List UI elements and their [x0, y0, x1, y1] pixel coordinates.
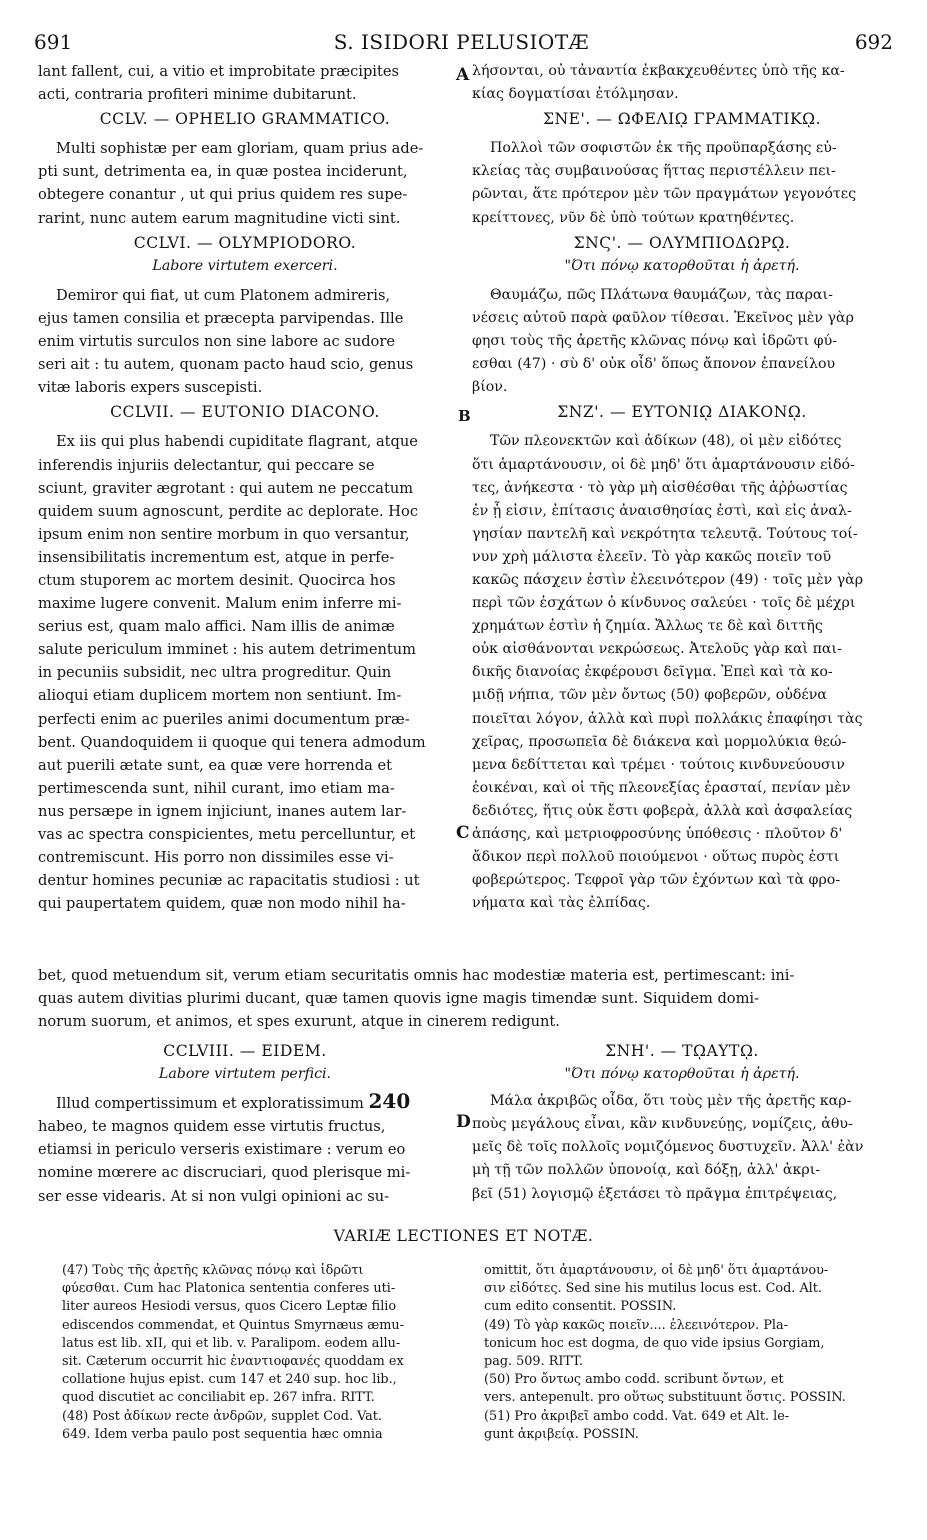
note-line: collatione hujus epist. cum 147 et 240 sup. hoc lib., [62, 1372, 397, 1388]
text-line: κακῶς πάσχειν ἐστὶν ἐλεεινότερον (49) · τοῖς μὲν γὰρ [472, 571, 864, 588]
text-line: ἁπάσης, καὶ μετριοφροσύνης ὑπόθεσις · πλοῦτον δ' [472, 826, 843, 842]
margin-letter-d: D [456, 1112, 471, 1132]
text-line: pertimescenda sunt, nihil curant, imo etiam ma- [38, 779, 395, 797]
text-line: ipsum enim non sentire morbum in quo versantur, [38, 525, 410, 543]
text-line: νέσεις αὐτοῦ παρὰ φαῦλον τίθεσαι. Ἐκεῖνος μὲν γὰρ [472, 309, 854, 326]
greek-column-lower [472, 1040, 892, 1206]
text-line: Multi sophistæ per eam gloriam, quam prius ade- [56, 140, 424, 158]
text-line: sciunt, graviter ægrotant : qui autem ne peccatum [38, 479, 414, 497]
text-line: κίας δογματίσαι ἐτόλμησαν. [472, 86, 679, 103]
text-line: ἐοικέναι, καὶ οἱ τῆς πλεονεξίας ἐρασταί, πενίαν μὲν [472, 779, 851, 796]
text-line: aut puerili ætate sunt, ea quæ vere horrenda et [38, 756, 393, 774]
text-line: nomine mœrere ac discruciari, quod plerisque mi- [38, 1164, 411, 1182]
text-line: βεῖ (51) λογισμῷ ἐξετάσει τὸ πρᾶγμα ἐπιτρέψειας, [472, 1185, 838, 1202]
text-line: bet, quod metuendum sit, verum etiam securitatis omnis hac modestiæ materia est, pertimescant: ini- [38, 967, 795, 984]
text-line: inferendis injuriis delectantur, qui peccare se [38, 456, 375, 474]
text-line: Τῶν πλεονεκτῶν καὶ ἀδίκων (48), οἱ μὲν εἰδότες [490, 433, 842, 450]
margin-letter-b: B [458, 407, 471, 425]
latin-column-lower [38, 1040, 452, 1208]
text-line: seri ait : tu autem, quonam pacto haud scio, genus [38, 356, 414, 374]
text-line: enim virtutis surculos non sine labore ac sudore [38, 333, 395, 351]
running-head [30, 30, 893, 54]
margin-letter-a: A [456, 65, 470, 85]
text-line: φοβερώτερος. Τεφροῖ γὰρ τῶν ἐχόντων καὶ τὰ φρο- [472, 872, 841, 889]
note-line: quod discutiet ac conciliabit ep. 267 infra. RITT. [62, 1390, 375, 1406]
text-line: bent. Quandoquidem ii quoque qui tenera admodum [38, 733, 426, 751]
letter-heading: CCLVI. — OLYMPIODORO. [133, 233, 357, 252]
text-line: contremiscunt. His porro non dissimiles esse vi- [38, 849, 394, 867]
text-line: qui paupertatem quidem, quæ non modo nihil ha- [38, 895, 406, 913]
text-line: μιδῇ νήπια, τῶν μὲν ὄντως (50) φοβερῶν, οὐδένα [472, 687, 827, 704]
note-line: liter aureos Hesiodi versus, quos Cicero Leptæ filio [62, 1299, 397, 1315]
text-line: ejus tamen consilia et præcepta parvipendas. Ille [38, 309, 404, 327]
text-line: βίον. [472, 379, 508, 396]
letter-heading: ΣΝΗ'. — ΤῼΑΥΤῼ. [605, 1042, 759, 1060]
text-line: nus persæpe in ignem injiciunt, inanes autem lar- [38, 802, 407, 820]
text-line: ἐν ᾗ εἰσιν, ἐπίτασις ἀναισθησίας ἐστὶ, καὶ εἰς ἀναλ- [472, 502, 852, 519]
text-line: in pecuniis subsidit, nec ultra progreditur. Quin [38, 664, 392, 682]
note-line: omittit, ὅτι ἁμαρτάνουσιν, οἱ δὲ μηδ' ὅτι ἁμαρτάνου- [484, 1263, 829, 1278]
text-line: κλείας τὰς συμβαινούσας ἥττας περιστέλλειν πει- [472, 163, 836, 180]
text-line: perfecti enim ac pueriles animi documentum præ- [38, 710, 410, 728]
text-line: ποιεῖται λόγον, ἀλλὰ καὶ πυρὶ πολλάκις ἐπαφίησι τὰς [472, 710, 863, 727]
text-line: salute periculum imminet : his autem detrimentum [38, 641, 416, 659]
note-line: 649. Idem verba paulo post sequentia hæc omnia [62, 1426, 383, 1442]
note-line: (49) Τὸ γὰρ κακῶς ποιεῖν.... ἐλεεινότερον. Pla- [484, 1317, 788, 1333]
text-line: norum suorum, et animos, et spes exurunt, atque in cinerem redigunt. [38, 1013, 560, 1031]
text-line: τες, ἀνήκεστα · τὸ γὰρ μὴ αἰσθέσθαι τῆς ἀῤῥωστίας [472, 479, 848, 496]
text-line: Μάλα ἀκριβῶς οἶδα, ὅτι τοὺς μὲν τῆς ἀρετῆς καρ- [490, 1093, 852, 1110]
letter-subtitle: "Ότι πόνῳ κατορθοῦται ἡ ἀρετή. [564, 1066, 800, 1083]
text-line: serius est, quam malo affici. Nam illis de animæ [38, 618, 395, 636]
text-line: νυν χρὴ μάλιστα ἐλεεῖν. Τὸ γὰρ κακῶς ποιεῖν τοῦ [472, 548, 832, 565]
text-line: obtegere conantur , ut qui prius quidem res supe- [38, 186, 408, 204]
text-line: ctum stuporem ac mortem desinit. Quocirca hos [38, 571, 396, 589]
text-line: δικῆς διανοίας ἐκφέρουσι δεῖγμα. Ἐπεὶ καὶ τὰ κο- [472, 664, 833, 681]
note-line: pag. 509. RITT. [484, 1354, 583, 1370]
text-line: Demiror qui fiat, ut cum Platonem admireris, [56, 286, 391, 304]
note-line: cum edito consentit. POSSIN. [484, 1299, 677, 1315]
text-line: acti, contraria profiteri minime dubitarunt. [38, 86, 357, 104]
letter-heading: ΣΝΖ'. — ΕΥΤΟΝΙῼ ΔΙΑΚΟΝῼ. [557, 403, 807, 422]
text-line: μεῖς δὲ τοῖς πολλοῖς νομιζόμενος δυστυχεῖν. Ἀλλ' ἐὰν [472, 1139, 864, 1156]
note-line: σιν εἰδότες. Sed sine his mutilus locus est. Cod. Alt. [484, 1281, 822, 1297]
text-line: etiamsi in periculo verseris existimare : verum eo [38, 1141, 406, 1159]
text-line: quas autem divitias plurimi ducant, quæ tamen quovis igne magis timendæ sunt. Siquidem domi- [38, 990, 760, 1008]
text-line [38, 1090, 452, 1115]
latin-column [38, 60, 452, 915]
notes-heading: VARIÆ LECTIONES ET NOTÆ. [333, 1227, 594, 1245]
letter-heading: ΣΝΕ'. — ΩΦΕΛΙῼ ΓΡΑΜΜΑΤΙΚῼ. [542, 110, 822, 129]
note-line: (51) Pro ἀκριβεῖ ambo codd. Vat. 649 et Alt. le- [484, 1408, 790, 1424]
text-line: ὅτι ἁμαρτάνουσιν, οἱ δὲ μηδ' ὅτι ἁμαρτάνουσιν εἰδό- [472, 456, 855, 473]
letter-heading: ΣΝϚ'. — ΟΛΥΜΠΙΟΔΩΡῼ. [573, 233, 791, 252]
column-number: 240 [368, 1090, 411, 1114]
letter-heading: CCLVIII. — EIDEM. [163, 1042, 327, 1060]
text-line: rarint, nunc autem earum magnitudine victi sint. [38, 209, 401, 227]
text-line-body: Illud compertissimum et exploratissimum [56, 1095, 364, 1113]
text-line: νήματα καὶ τὰς ἐλπίδας. [472, 895, 651, 912]
text-line: μὴ τῇ τῶν πολλῶν ὑπονοίᾳ, καὶ δόξῃ, ἀλλ' ἀκρι- [472, 1162, 821, 1179]
text-line: χρημάτων ἐστὶν ἡ ζημία. Ἄλλως τε δὲ καὶ διττῆς [472, 618, 823, 635]
greek-column [472, 60, 892, 915]
text-line: Πολλοὶ τῶν σοφιστῶν ἐκ τῆς προϋπαρξάσης εὐ- [490, 140, 837, 157]
note-line: (48) Post ἀδίκων recte ἀνδρῶν, supplet Cod. Vat. [62, 1408, 382, 1424]
note-line: latus est lib. xII, qui et lib. v. Paralipom. eodem allu- [62, 1335, 401, 1351]
full-width-passage [38, 964, 893, 1033]
text-line: insensibilitatis incrementum est, atque in perfe- [38, 548, 395, 566]
text-line: vitæ laboris expers suscepisti. [38, 379, 263, 397]
text-line: ποὺς μεγάλους εἶναι, κἂν κινδυνεύῃς, νομίζεις, ἀθυ- [472, 1116, 853, 1133]
text-line: ρῶνται, ἅτε πρότερον μὲν τῶν πραγμάτων γεγονότες [472, 186, 857, 203]
text-line: μενα δεδίττεται καὶ τρέμει · τούτοις κινδυνεύουσιν [472, 756, 845, 773]
text-line: λήσονται, οὐ τἀναντία ἐκβακχευθέντες ὑπὸ τῆς κα- [472, 63, 845, 79]
text-line: ser esse videaris. At si non vulgi opinioni ac su- [38, 1187, 390, 1205]
text-line: Ex iis qui plus habendi cupiditate flagrant, atque [56, 433, 418, 451]
text-line: Θαυμάζω, πῶς Πλάτωνα θαυμάζων, τὰς παραι- [490, 286, 833, 303]
page-number-right: 692 [854, 30, 893, 54]
letter-subtitle: "Ότι πόνῳ κατορθοῦται ἡ ἀρετή. [564, 257, 800, 274]
text-line: ἄδικον περὶ πολλοῦ ποιούμενοι · οὕτως πυρὸς ἐστι [472, 849, 840, 866]
note-line: (47) Τοὺς τῆς ἀρετῆς κλῶνας πόνῳ καὶ ἱδρῶτι [62, 1263, 364, 1278]
text-line: dentur homines pecuniæ ac rapacitatis studiosi : ut [38, 872, 420, 890]
note-line: ediscendos commendat, et Quintus Smyrnæus æmu- [62, 1317, 404, 1333]
note-line: sit. Cæterum occurrit hic ἐναντιοφανές quoddam ex [62, 1354, 404, 1370]
text-line: φησι τοὺς τῆς ἀρετῆς κλῶνας πόνῳ καὶ ἱδρῶτι φύ- [472, 333, 838, 350]
text-line: κρείττονες, νῦν δὲ ὑπὸ τούτων κρατηθέντες. [472, 209, 795, 226]
note-line: tonicum hoc est dogma, de quo vide ipsius Gorgiam, [484, 1335, 825, 1351]
text-line: οὐκ αἰσθάνονται νεκρώσεως. Ἀτελοῦς γὰρ καὶ παι- [472, 641, 842, 658]
margin-letter-c: C [456, 823, 470, 843]
text-line: maxime lugere convenit. Malum enim inferre mi- [38, 595, 402, 613]
note-line: (50) Pro ὄντως ambo codd. scribunt ὄντων, et [484, 1372, 784, 1388]
notes-left-column [62, 1262, 457, 1444]
note-line: gunt ἀκριβείᾳ. POSSIN. [484, 1426, 639, 1442]
letter-subtitle: Labore virtutem perfici. [158, 1066, 332, 1083]
text-line: habeo, te magnos quidem esse virtutis fructus, [38, 1118, 386, 1136]
text-line: εσθαι (47) · σὺ δ' οὐκ οἶδ' ὅπως ἄπονον ἐπανείλου [472, 356, 836, 373]
notes-right-column [484, 1262, 889, 1444]
note-line: vers. antepenult. pro οὕτως substituunt ὅστις. POSSIN. [484, 1390, 846, 1406]
text-line: vas ac spectra conspicientes, metu percelluntur, et [38, 826, 416, 843]
text-line: χεῖρας, προσωπεῖα δὲ διάκενα καὶ μορμολύκια θεώ- [472, 733, 847, 750]
running-title: S. ISIDORI PELUSIOTÆ [333, 30, 590, 54]
letter-subtitle: Labore virtutem exerceri. [152, 257, 338, 274]
text-line: pti sunt, detrimenta ea, in quæ postea inciderunt, [38, 163, 408, 181]
text-line: περὶ τῶν ἐσχάτων ὁ κίνδυνος σαλεύει · τοῖς δὲ μέχρι [472, 595, 856, 612]
text-line: lant fallent, cui, a vitio et improbitate præcipites [38, 63, 399, 80]
letter-heading: CCLVII. — EUTONIO DIACONO. [110, 403, 380, 422]
text-line: quidem suum agnoscunt, perdite ac deplorate. Hoc [38, 502, 418, 520]
page-number-left: 691 [34, 30, 73, 54]
letter-heading: CCLV. — OPHELIO GRAMMATICO. [99, 110, 391, 129]
text-line: alioqui etiam duplicem mortem non sentiunt. Im- [38, 687, 402, 705]
text-line: δεδιότες, ἥτις οὐκ ἔστι φοβερὰ, ἀλλὰ καὶ ἀσφαλείας [472, 802, 853, 819]
note-line: φύεσθαι. Cum hac Platonica sententia conferes uti- [62, 1281, 396, 1297]
text-line: γησίαν παντελῆ καὶ νεκρότητα τελευτᾷ. Τούτους τοί- [472, 525, 858, 542]
